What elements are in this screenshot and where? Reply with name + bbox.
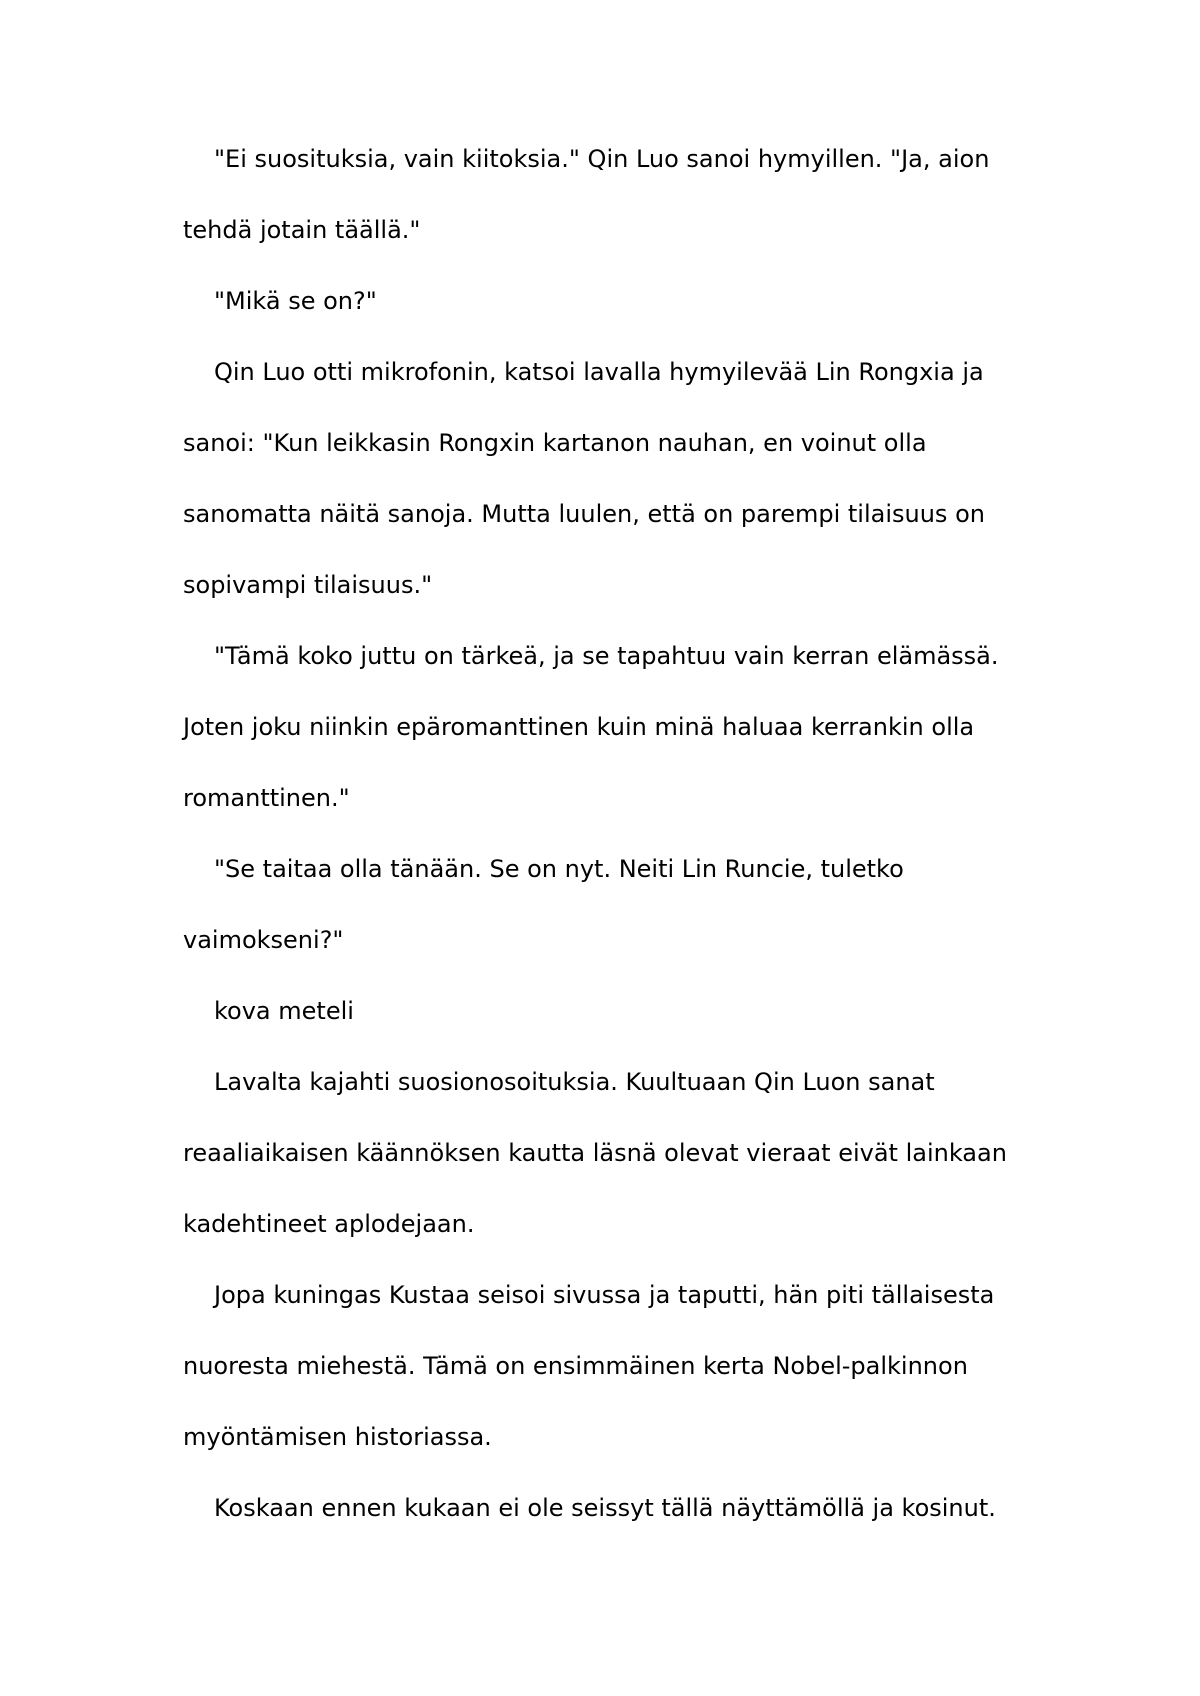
text-line: "Se taitaa olla tänään. Se on nyt. Neiti Lin Runcie, tuletko [214, 855, 904, 883]
text-line: reaaliaikaisen käännöksen kautta läsnä olevat vieraat eivät lainkaan [183, 1139, 1007, 1167]
text-line: "Tämä koko juttu on tärkeä, ja se tapahtuu vain kerran elämässä. [214, 642, 999, 670]
text-line: vaimokseni?" [183, 926, 344, 954]
text-line: myöntämisen historiassa. [183, 1423, 492, 1451]
paragraph [183, 266, 1043, 337]
paragraph [183, 1473, 1043, 1544]
text-line: Lavalta kajahti suosionosoituksia. Kuultuaan Qin Luon sanat [214, 1068, 935, 1096]
paragraph [183, 1260, 1043, 1473]
text-line: kova meteli [214, 997, 354, 1025]
paragraph [183, 834, 1043, 976]
text-line: Jopa kuningas Kustaa seisoi sivussa ja taputti, hän piti tällaisesta [214, 1281, 995, 1309]
text-line: Qin Luo otti mikrofonin, katsoi lavalla hymyilevää Lin Rongxia ja [214, 358, 984, 386]
paragraph [183, 1047, 1043, 1260]
paragraph [183, 976, 1043, 1047]
paragraph [183, 621, 1043, 834]
paragraph [183, 124, 1043, 266]
text-line: sanoi: "Kun leikkasin Rongxin kartanon nauhan, en voinut olla [183, 429, 927, 457]
text-line: romanttinen." [183, 784, 350, 812]
text-line: "Ei suosituksia, vain kiitoksia." Qin Luo sanoi hymyillen. "Ja, aion [214, 145, 990, 173]
text-line: kadehtineet aplodejaan. [183, 1210, 475, 1238]
text-line: "Mikä se on?" [214, 287, 377, 315]
text-line: sopivampi tilaisuus." [183, 571, 433, 599]
text-line: tehdä jotain täällä." [183, 216, 421, 244]
document-body [183, 124, 1043, 1544]
text-line: nuoresta miehestä. Tämä on ensimmäinen kerta Nobel-palkinnon [183, 1352, 968, 1380]
text-line: Koskaan ennen kukaan ei ole seissyt tällä näyttämöllä ja kosinut. [214, 1494, 996, 1522]
text-line: Joten joku niinkin epäromanttinen kuin minä haluaa kerrankin olla [183, 713, 975, 741]
paragraph [183, 337, 1043, 621]
text-line: sanomatta näitä sanoja. Mutta luulen, että on parempi tilaisuus on [183, 500, 985, 528]
